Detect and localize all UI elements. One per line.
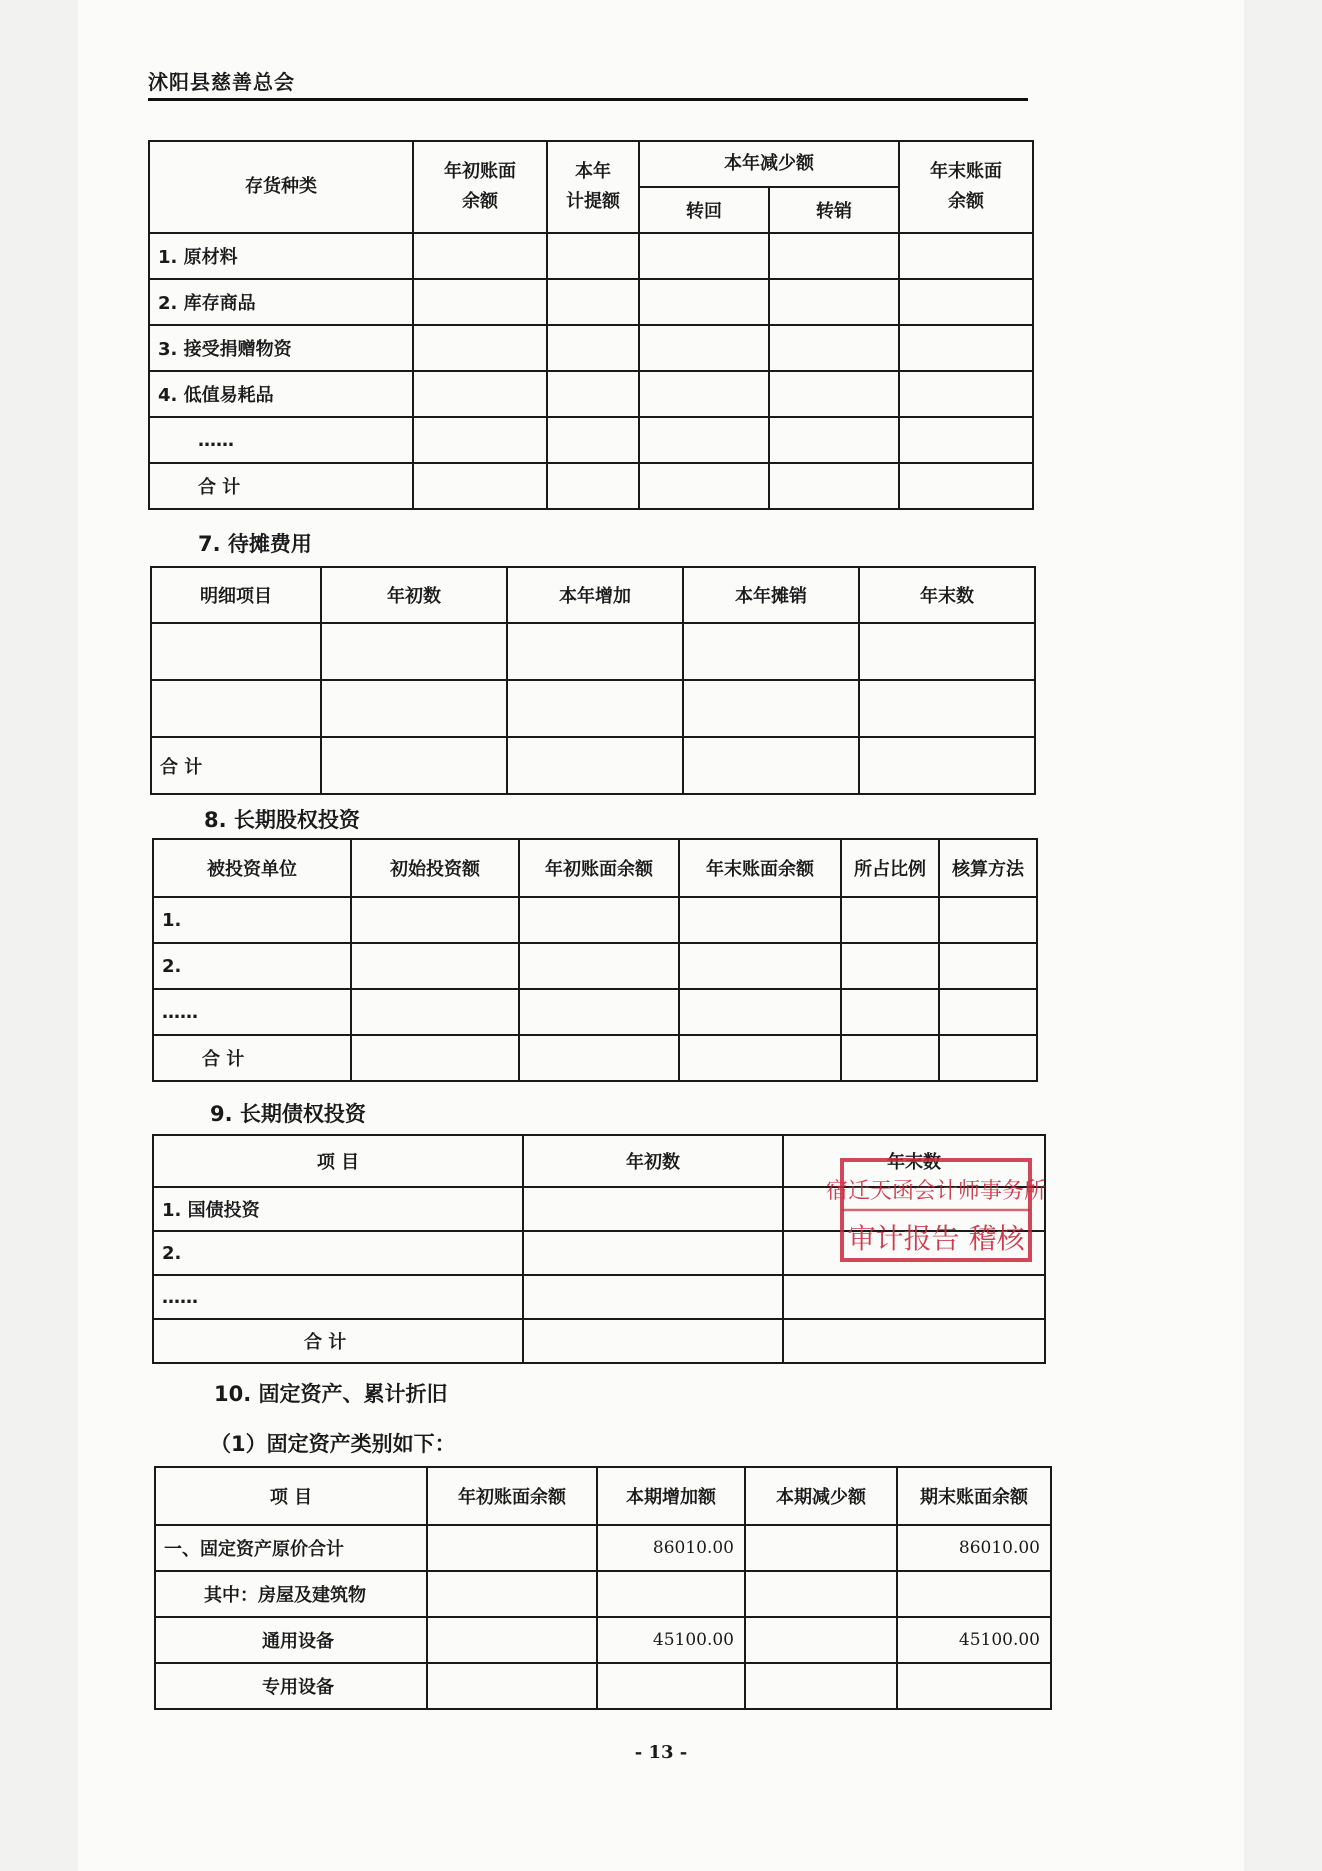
cell-decrease [745,1617,897,1663]
header-decrease: 本年减少额 [639,141,899,187]
table-row [153,943,1037,989]
header-begin-balance: 年初账面余额 [519,839,679,897]
row-label: 1. [153,897,351,943]
section-title-fixed-assets: 10. 固定资产、累计折旧 [214,1382,448,1406]
row-label: …… [153,989,351,1035]
cell-end [897,1663,1051,1709]
header-end-balance-line2: 余额 [948,191,984,212]
header-amortize: 本年摊销 [683,567,859,623]
header-increase: 本年增加 [507,567,683,623]
table-row [153,1035,1037,1081]
row-label: 2. 库存商品 [149,279,413,325]
inventory-table [148,140,1034,510]
stamp-text-line1: 宿迁天函会计师事务所 [825,1179,1047,1204]
fixed-assets-table [154,1466,1052,1710]
header-inventory-category: 存货种类 [149,141,413,233]
row-total-label: 合 计 [151,737,321,794]
row-label: 通用设备 [155,1617,427,1663]
header-divider [148,98,1028,101]
header-end-balance: 期末账面余额 [897,1467,1051,1525]
table-row [149,233,1033,279]
header-provision-line2: 计提额 [566,191,620,212]
header-provision [547,141,639,233]
header-writeoff: 转销 [769,187,899,233]
cell-increase [597,1663,745,1709]
section-subtitle-fixed-assets: （1）固定资产类别如下： [210,1432,456,1456]
section-title-prepaid: 7. 待摊费用 [198,532,312,556]
row-label: 一、固定资产原价合计 [155,1525,427,1571]
header-accounting-method: 核算方法 [939,839,1037,897]
header-share-ratio: 所占比例 [841,839,939,897]
header-begin: 年初数 [523,1135,783,1187]
table-row [153,1275,1045,1319]
cell-increase: 86010.00 [597,1525,745,1571]
row-label: …… [149,417,413,463]
table-row [149,463,1033,509]
header-provision-line1: 本年 [575,161,611,182]
table-row [149,371,1033,417]
section-title-equity: 8. 长期股权投资 [204,808,360,832]
stamp-text-line2: 审计报告 稽核 [847,1222,1025,1255]
row-label: 其中：房屋及建筑物 [155,1571,427,1617]
header-initial-investment: 初始投资额 [351,839,519,897]
cell-decrease [745,1525,897,1571]
table-row [151,680,1035,737]
cell-increase [597,1571,745,1617]
header-decrease: 本期减少额 [745,1467,897,1525]
row-label: 专用设备 [155,1663,427,1709]
table-row [149,325,1033,371]
cell-decrease [745,1571,897,1617]
table-row [149,417,1033,463]
page-number: - 13 - [634,1742,688,1763]
table-row [155,1617,1051,1663]
table-row [151,623,1035,680]
row-label: 3. 接受捐赠物资 [149,325,413,371]
table-row [149,279,1033,325]
header-end-balance: 年末账面余额 [679,839,841,897]
row-label: 4. 低值易耗品 [149,371,413,417]
cell-begin [427,1525,597,1571]
cell-end: 45100.00 [897,1617,1051,1663]
header-reversal: 转回 [639,187,769,233]
header-item: 项 目 [153,1135,523,1187]
table-row [155,1525,1051,1571]
header-end-balance [899,141,1033,233]
table-row [151,737,1035,794]
equity-investment-table [152,838,1038,1082]
header-end: 年末数 [859,567,1035,623]
audit-seal-stamp [825,1154,1047,1266]
header-end-balance-line1: 年末账面 [930,161,1002,182]
cell-begin [427,1617,597,1663]
cell-decrease [745,1663,897,1709]
header-begin-balance-line2: 余额 [462,191,498,212]
row-label: 1. 国债投资 [153,1187,523,1231]
header-begin-balance: 年初账面余额 [427,1467,597,1525]
header-begin-balance [413,141,547,233]
header-investee: 被投资单位 [153,839,351,897]
section-title-bond: 9. 长期债权投资 [210,1102,366,1126]
header-end: 年末数 [783,1135,1045,1187]
prepaid-expense-table [150,566,1036,795]
row-label: 2. [153,943,351,989]
table-row [155,1663,1051,1709]
header-increase: 本期增加额 [597,1467,745,1525]
row-total-label: 合 计 [149,463,413,509]
row-label: 1. 原材料 [149,233,413,279]
row-label: …… [153,1275,523,1319]
table-row [153,1319,1045,1363]
cell-begin [427,1571,597,1617]
header-item: 项 目 [155,1467,427,1525]
cell-end [897,1571,1051,1617]
table-row [153,897,1037,943]
table-row [153,989,1037,1035]
header-detail-item: 明细项目 [151,567,321,623]
cell-end: 86010.00 [897,1525,1051,1571]
table-row [155,1571,1051,1617]
row-total-label: 合 计 [153,1319,523,1363]
organization-title: 沭阳县慈善总会 [148,70,295,94]
header-begin-balance-line1: 年初账面 [444,161,516,182]
cell-begin [427,1663,597,1709]
row-label: 2. [153,1231,523,1275]
header-begin: 年初数 [321,567,507,623]
cell-increase: 45100.00 [597,1617,745,1663]
row-total-label: 合 计 [153,1035,351,1081]
